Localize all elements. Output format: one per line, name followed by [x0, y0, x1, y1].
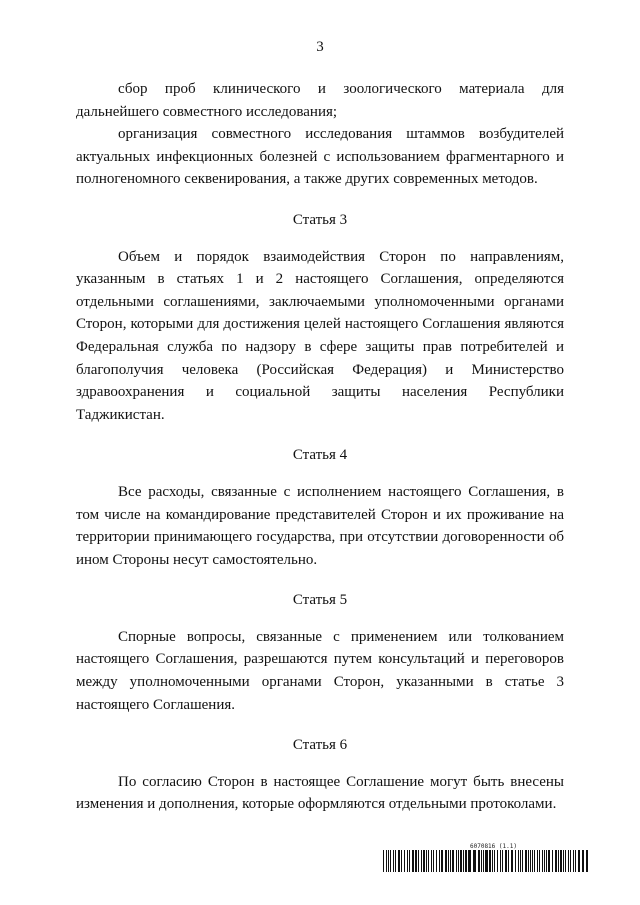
barcode-bar	[390, 850, 391, 872]
article-3-heading: Статья 3	[292, 211, 348, 228]
barcode-bar	[520, 850, 521, 872]
barcode-bar	[525, 850, 527, 872]
barcode-bar	[383, 850, 384, 872]
barcode-bar	[468, 850, 471, 872]
article-5-heading: Статья 5	[292, 592, 348, 609]
barcode-bar	[530, 850, 531, 872]
barcode-bar	[552, 850, 553, 872]
article-6-heading: Статья 6	[292, 737, 348, 754]
barcode-bar	[388, 850, 389, 872]
barcode-bar	[481, 850, 482, 872]
barcode-bar	[445, 850, 447, 872]
barcode-bar	[386, 850, 387, 872]
document-body	[76, 78, 564, 816]
barcode-bar	[532, 850, 533, 872]
barcode-bar	[500, 850, 501, 872]
barcode-bar	[465, 850, 467, 872]
barcode-bar	[586, 850, 588, 872]
barcode-bar	[544, 850, 545, 872]
barcode-bar	[433, 850, 434, 872]
article-4-heading: Статья 4	[292, 447, 348, 464]
barcode-bar	[448, 850, 449, 872]
barcode-bar	[534, 850, 535, 872]
barcode-bar	[398, 850, 400, 872]
barcode-bar	[409, 850, 410, 872]
barcode-bar	[546, 850, 547, 872]
barcode-bar	[412, 850, 414, 872]
barcode-bar	[568, 850, 569, 872]
barcode-bar	[450, 850, 451, 872]
article-4-text: Все расходы, связанные с исполнением настоящего Соглашения, в том числе на командирование представителей Сторон и их проживание на территории принимающего государства, при отсутствии договоренности об ином Стороны несут самостоятельно.	[76, 483, 564, 568]
barcode-bar	[485, 850, 488, 872]
barcode-bar	[489, 850, 491, 872]
barcode-bar	[573, 850, 574, 872]
barcode-bar	[401, 850, 402, 872]
barcode-bar	[458, 850, 459, 872]
barcode-bar	[582, 850, 584, 872]
barcode-bar	[528, 850, 529, 872]
barcode-bar	[497, 850, 498, 872]
barcode-bar	[560, 850, 562, 872]
article-3-text: Объем и порядок взаимодействия Сторон по направлениям, указанным в статьях 1 и 2 настоящего Соглашения, определяются отдельными соглашениями, заключаемыми уполномоченными органами Сторон, которыми для достижения целей настоящего Соглашения являются Федеральная служба по надзору в сфере защиты прав потребителей и благополучия человека (Российская Федерация) и Министерство здравоохранения и социальной защиты населения Республики Таджикистан.	[76, 248, 564, 423]
barcode-image	[383, 850, 589, 872]
barcode-bar	[404, 850, 405, 872]
barcode-bar	[436, 850, 437, 872]
barcode-bar	[542, 850, 543, 872]
barcode-bar	[431, 850, 432, 872]
barcode-bar	[463, 850, 464, 872]
barcode-bar	[522, 850, 523, 872]
barcode-bar	[428, 850, 429, 872]
barcode-bar	[537, 850, 538, 872]
barcode-bar	[570, 850, 571, 872]
barcode-bar	[558, 850, 559, 872]
barcode-bar	[565, 850, 566, 872]
article-5-text: Спорные вопросы, связанные с применением или толкованием настоящего Соглашения, разрешаются путем консультаций и переговоров между уполномоченными органами Сторон, указанными в статье 3 настоящего Соглашения.	[76, 628, 564, 713]
barcode-bar	[483, 850, 484, 872]
barcode-bar	[460, 850, 462, 872]
barcode-bar	[555, 850, 557, 872]
paragraph-sample-collection: сбор проб клинического и зоологического материала для дальнейшего совместного исследования;	[76, 81, 564, 120]
barcode-bar	[407, 850, 408, 872]
paragraph-joint-research: организация совместного исследования штаммов возбудителей актуальных инфекционных болезней с использованием фрагментарного и полногеномного секвенирования, а также других современных методов.	[76, 126, 564, 188]
barcode-bar	[563, 850, 564, 872]
page-number: 3	[316, 39, 324, 55]
barcode-bar	[508, 850, 509, 872]
barcode-bar	[575, 850, 576, 872]
barcode-bar	[441, 850, 443, 872]
barcode-bar	[539, 850, 540, 872]
barcode-bar	[505, 850, 507, 872]
barcode-bar	[395, 850, 396, 872]
article-6-text: По согласию Сторон в настоящее Соглашение могут быть внесены изменения и дополнения, которые оформляются отдельными протоколами.	[76, 773, 564, 813]
barcode-bar	[452, 850, 454, 872]
barcode-bar	[439, 850, 440, 872]
barcode-bar	[478, 850, 480, 872]
barcode-bar	[494, 850, 495, 872]
barcode-bar	[456, 850, 457, 872]
barcode-bar	[548, 850, 550, 872]
barcode-bar	[418, 850, 419, 872]
barcode-bar	[393, 850, 394, 872]
barcode-bar	[473, 850, 476, 872]
barcode-bar	[421, 850, 422, 872]
barcode-bar	[492, 850, 493, 872]
barcode-bar	[515, 850, 516, 872]
barcode-bar	[415, 850, 417, 872]
barcode-code: 6070816 (1.1)	[470, 843, 517, 850]
barcode-bar	[426, 850, 427, 872]
barcode-bar	[502, 850, 503, 872]
barcode-bar	[511, 850, 513, 872]
barcode-bar	[518, 850, 519, 872]
barcode-bar	[423, 850, 425, 872]
barcode-bar	[578, 850, 580, 872]
